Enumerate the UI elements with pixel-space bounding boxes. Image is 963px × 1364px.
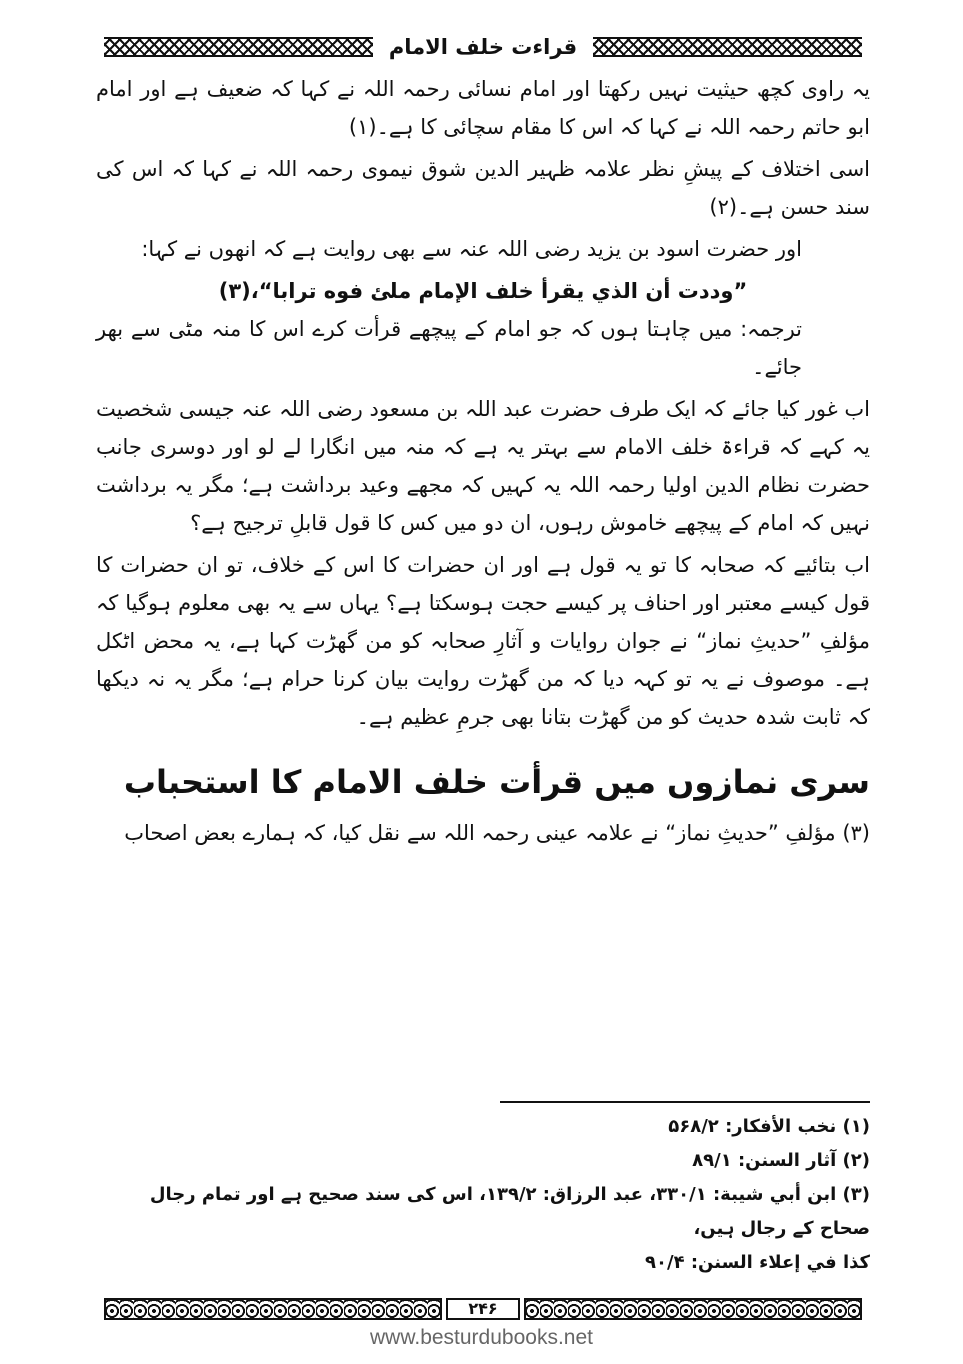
page-number: ۲۴۶ <box>446 1298 520 1320</box>
translation: ترجمہ: میں چاہتا ہوں کہ جو امام کے پیچھے قرأت کرے اس کا منہ مٹی سے بھر جائے۔ <box>96 317 802 379</box>
page-body <box>96 70 870 856</box>
footnote-1: (۱) نخب الأفكار: ۵۶۸/۲ <box>668 1116 870 1137</box>
header-ornament-right <box>593 37 862 57</box>
section-heading: سری نمازوں میں قرأت خلف الامام کا استحباب <box>123 763 870 801</box>
arabic-quote: ”وددت أن الذي يقرأ خلف الإمام ملئ فوه ترابا“،(۳) <box>218 279 748 303</box>
page-header <box>104 32 862 62</box>
paragraph-5: اب بتائیے کہ صحابہ کا تو یہ قول ہے اور ان حضرات کا اس کے خلاف، تو ان حضرات کا قول کیسے معتبر اور احناف پر کیسے حجت ہوسکتا ہے؟ یہاں سے یہ بھی معلوم ہوگیا کہ مؤلفِ ”حدیثِ نماز“ نے جوان روایات و آثارِ صحابہ کو من گھڑت کہا ہے، یہ محض اٹکل ہے۔ موصوف نے یہ تو کہہ دیا کہ من گھڑت روایت بیان کرنا حرام ہے؛ مگر یہ نہ دیکھا کہ ثابت شدہ حدیث کو من گھڑت بتانا بھی جرمِ عظیم ہے۔ <box>96 553 870 729</box>
paragraph-6: (۳) مؤلفِ ”حدیثِ نماز“ نے علامہ عینی رحمہ اللہ سے نقل کیا، کہ ہمارے بعض اصحاب <box>124 821 870 845</box>
footnote-3: (۳) ابن أبي شيبة: ۳۳۰/۱، عبد الرزاق: ۱۳۹/۲، اس کی سند صحیح ہے اور تمام رجال صحاح کے رجال ہیں، <box>149 1184 870 1239</box>
running-title: قراءت خلف الامام <box>388 35 578 59</box>
paragraph-1: یہ راوی کچھ حیثیت نہیں رکھتا اور امام نسائی رحمہ اللہ نے کہا کہ ضعیف ہے اور امام ابو حاتم رحمہ اللہ نے کہا کہ اس کا مقام سچائی کا ہے۔(۱) <box>96 77 870 139</box>
footnote-divider <box>500 1101 870 1103</box>
footnotes <box>96 1110 870 1280</box>
watermark: www.besturdubooks.net <box>370 1326 593 1349</box>
paragraph-3: اور حضرت اسود بن یزید رضی اللہ عنہ سے بھی روایت ہے کہ انھوں نے کہا: <box>141 237 802 261</box>
page-footer <box>104 1296 862 1322</box>
footer-ornament-left <box>104 1298 442 1320</box>
paragraph-2: اسی اختلاف کے پیشِ نظر علامہ ظہیر الدین شوق نیموی رحمہ اللہ نے کہا کہ اس کی سند حسن ہے۔(۲) <box>96 157 870 219</box>
footnote-2: (۲) آثار السنن: ۸۹/۱ <box>692 1150 870 1171</box>
header-ornament-left <box>104 37 373 57</box>
paragraph-4: اب غور کیا جائے کہ ایک طرف حضرت عبد اللہ بن مسعود رضی اللہ عنہ جیسی شخصیت یہ کہے کہ قراءۃ خلف الامام سے بہتر یہ ہے کہ منہ میں انگارا لے لو اور دوسری جانب حضرت نظام الدین اولیا رحمہ اللہ یہ کہیں کہ مجھے وعید برداشت ہے؛ مگر یہ برداشت نہیں کہ امام کے پیچھے خاموش رہوں، ان دو میں کس کا قول قابلِ ترجیح ہے؟ <box>96 397 870 535</box>
footer-ornament-right <box>524 1298 862 1320</box>
footnote-3-continued: كذا في إعلاء السنن: ۹۰/۴ <box>645 1252 870 1273</box>
